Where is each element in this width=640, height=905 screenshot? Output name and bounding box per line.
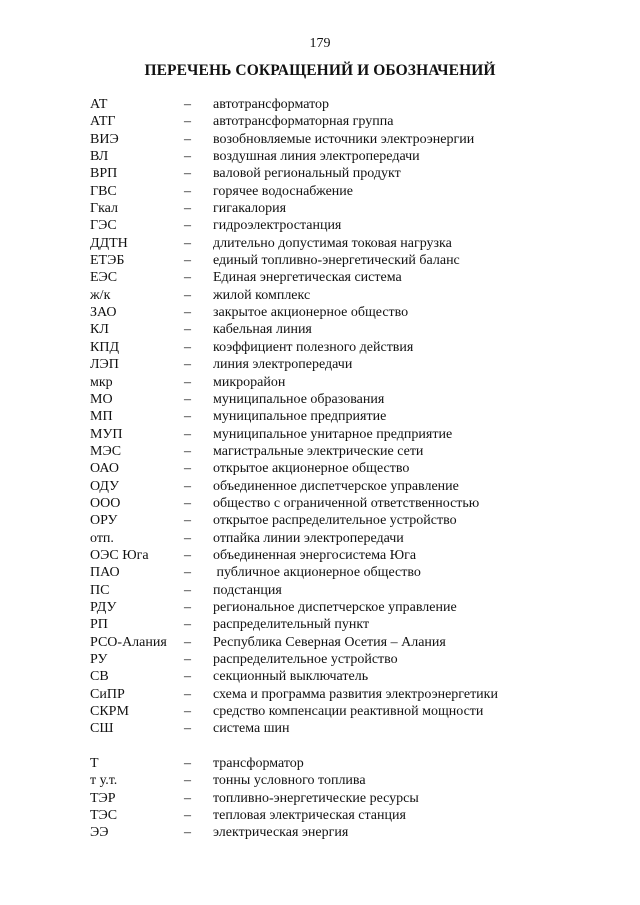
separator-dash: – [184, 461, 191, 477]
list-item [0, 772, 640, 789]
definition: электрическая энергия [213, 825, 349, 841]
separator-dash: – [184, 790, 191, 806]
separator-dash: – [184, 166, 191, 182]
list-item [0, 148, 640, 165]
list-item [0, 252, 640, 269]
abbreviation: РДУ [90, 599, 117, 615]
definition: средство компенсации реактивной мощности [213, 704, 484, 720]
separator-dash: – [184, 686, 191, 702]
list-item [0, 634, 640, 651]
separator-dash: – [184, 547, 191, 563]
list-item [0, 478, 640, 495]
list-item [0, 408, 640, 425]
separator-dash: – [184, 513, 191, 529]
separator-dash: – [184, 426, 191, 442]
list-item [0, 460, 640, 477]
separator-dash: – [184, 808, 191, 824]
separator-dash: – [184, 97, 191, 112]
list-item [0, 374, 640, 391]
abbreviation: мкр [90, 374, 113, 390]
definition: Единая энергетическая система [213, 270, 402, 286]
definition: секционный выключатель [213, 669, 369, 685]
definition: гигакалория [213, 201, 287, 217]
list-item [0, 235, 640, 252]
abbreviation: ОДУ [90, 478, 120, 494]
abbreviation: СКРМ [90, 704, 129, 720]
list-item [0, 668, 640, 685]
abbreviation: ГЭС [90, 218, 117, 234]
definition: коэффициент полезного действия [213, 339, 414, 355]
separator-dash: – [184, 270, 191, 286]
list-item [0, 564, 640, 581]
definition: кабельная линия [213, 322, 312, 338]
list-item [0, 339, 640, 356]
abbreviation: МУП [90, 426, 123, 442]
definition: объединенное диспетчерское управление [213, 478, 459, 494]
separator-dash: – [184, 339, 191, 355]
definition: тепловая электрическая станция [213, 808, 406, 824]
separator-dash: – [184, 617, 191, 633]
list-item [0, 512, 640, 529]
definition: региональное диспетчерское управление [213, 599, 457, 615]
separator-dash: – [184, 443, 191, 459]
abbreviation: отп. [90, 530, 114, 546]
list-item [0, 599, 640, 616]
separator-dash: – [184, 287, 191, 303]
definition: публичное акционерное общество [213, 565, 421, 581]
list-item [0, 321, 640, 338]
abbreviation: ж/к [90, 287, 111, 303]
separator-dash: – [184, 721, 191, 737]
definition: гидроэлектростанция [213, 218, 342, 234]
abbreviation: ВРП [90, 166, 118, 182]
list-item [0, 807, 640, 824]
abbreviation: РП [90, 617, 108, 633]
definition: горячее водоснабжение [213, 183, 353, 199]
definition: длительно допустимая токовая нагрузка [213, 235, 452, 251]
list-item [0, 443, 640, 460]
abbreviation: МП [90, 409, 113, 425]
list-item [0, 183, 640, 200]
definition: открытое акционерное общество [213, 461, 410, 477]
definition: объединенная энергосистема Юга [213, 547, 417, 563]
definition: отпайка линии электропередачи [213, 530, 404, 546]
separator-dash: – [184, 565, 191, 581]
definition: муниципальное унитарное предприятие [213, 426, 453, 442]
abbreviation: ОРУ [90, 513, 118, 529]
abbreviation: МО [90, 391, 113, 407]
abbreviation: Т [90, 756, 99, 772]
list-item [0, 582, 640, 599]
abbreviation: РСО-Алания [90, 634, 167, 650]
list-item [0, 426, 640, 443]
list-item [0, 131, 640, 148]
definition: единый топливно-энергетический баланс [213, 253, 460, 269]
definition: подстанция [213, 582, 282, 598]
abbreviation: ЭЭ [90, 825, 109, 841]
abbreviation: ОЭС Юга [90, 547, 149, 563]
separator-dash: – [184, 530, 191, 546]
abbreviation: АТГ [90, 114, 116, 130]
separator-dash: – [184, 357, 191, 373]
separator-dash: – [184, 478, 191, 494]
separator-dash: – [184, 253, 191, 269]
definition: магистральные электрические сети [213, 443, 424, 459]
definition: общество с ограниченной ответственностью [213, 495, 480, 511]
definition: валовой региональный продукт [213, 166, 401, 182]
separator-dash: – [184, 235, 191, 251]
list-item [0, 616, 640, 633]
list-item [0, 790, 640, 807]
separator-dash: – [184, 131, 191, 147]
definition: закрытое акционерное общество [213, 305, 409, 321]
list-item [0, 824, 640, 841]
separator-dash: – [184, 305, 191, 321]
definition: распределительное устройство [213, 652, 398, 667]
abbreviation: АТ [90, 97, 108, 112]
separator-dash: – [184, 652, 191, 667]
abbreviation: КПД [90, 339, 119, 355]
list-item [0, 720, 640, 737]
page-title: ПЕРЕЧЕНЬ СОКРАЩЕНИЙ И ОБОЗНАЧЕНИЙ [144, 62, 496, 79]
list-item [0, 703, 640, 720]
abbreviation: ТЭС [90, 808, 118, 824]
list-item [0, 755, 640, 772]
separator-dash: – [184, 322, 191, 338]
separator-dash: – [184, 391, 191, 407]
abbreviation: т у.т. [90, 773, 118, 789]
separator-dash: – [184, 825, 191, 841]
list-item [0, 530, 640, 547]
definition: схема и программа развития электроэнергетики [213, 686, 498, 702]
abbreviation: СВ [90, 669, 109, 685]
abbreviation: ОАО [90, 461, 119, 477]
definition: Республика Северная Осетия – Алания [213, 634, 446, 650]
list-item [0, 269, 640, 286]
separator-dash: – [184, 495, 191, 511]
definition: автотрансформатор [213, 97, 330, 112]
abbreviation: КЛ [90, 322, 109, 338]
separator-dash: – [184, 704, 191, 720]
list-item [0, 356, 640, 373]
definition: автотрансформаторная группа [213, 114, 394, 130]
separator-dash: – [184, 149, 191, 165]
abbreviation: СиПР [90, 686, 125, 702]
list-item [0, 96, 640, 113]
separator-dash: – [184, 773, 191, 789]
abbreviation: ВИЭ [90, 131, 119, 147]
list-item [0, 217, 640, 234]
definition: возобновляемые источники электроэнергии [213, 131, 475, 147]
definition: топливно-энергетические ресурсы [213, 790, 419, 806]
abbreviation: ПАО [90, 565, 120, 581]
definition: распределительный пункт [213, 617, 370, 633]
separator-dash: – [184, 599, 191, 615]
abbreviation: ДДТН [90, 235, 128, 251]
separator-dash: – [184, 201, 191, 217]
separator-dash: – [184, 582, 191, 598]
definition: муниципальное предприятие [213, 409, 387, 425]
definition: тонны условного топлива [213, 773, 366, 789]
list-item [0, 651, 640, 668]
abbreviation-list [0, 96, 640, 842]
separator-dash: – [184, 218, 191, 234]
abbreviation: СШ [90, 721, 114, 737]
list-item [0, 686, 640, 703]
definition: открытое распределительное устройство [213, 513, 457, 529]
abbreviation: МЭС [90, 443, 122, 459]
separator-dash: – [184, 409, 191, 425]
definition: линия электропередачи [213, 357, 353, 373]
abbreviation: ГВС [90, 183, 117, 199]
list-item [0, 165, 640, 182]
separator-dash: – [184, 183, 191, 199]
list-item [0, 113, 640, 130]
list-item [0, 200, 640, 217]
separator-dash: – [184, 634, 191, 650]
page-number: 179 [309, 36, 331, 51]
abbreviation: ЕТЭБ [90, 253, 125, 269]
definition: трансформатор [213, 756, 304, 772]
list-item [0, 495, 640, 512]
abbreviation: ЛЭП [90, 357, 119, 373]
separator-dash: – [184, 756, 191, 772]
definition: микрорайон [213, 374, 286, 390]
abbreviation: ЕЭС [90, 270, 118, 286]
abbreviation: ПС [90, 582, 110, 598]
separator-dash: – [184, 669, 191, 685]
separator-dash: – [184, 374, 191, 390]
definition: воздушная линия электропередачи [213, 149, 420, 165]
definition: система шин [213, 721, 290, 737]
abbreviation: ТЭР [90, 790, 116, 806]
abbreviation: Гкал [90, 201, 119, 217]
list-item [0, 547, 640, 564]
definition: жилой комплекс [213, 287, 311, 303]
separator-dash: – [184, 114, 191, 130]
abbreviation: РУ [90, 652, 108, 667]
list-item [0, 391, 640, 408]
abbreviation: ООО [90, 495, 121, 511]
list-item [0, 287, 640, 304]
abbreviation: ЗАО [90, 305, 117, 321]
abbreviation: ВЛ [90, 149, 109, 165]
definition: муниципальное образования [213, 391, 385, 407]
list-item [0, 304, 640, 321]
